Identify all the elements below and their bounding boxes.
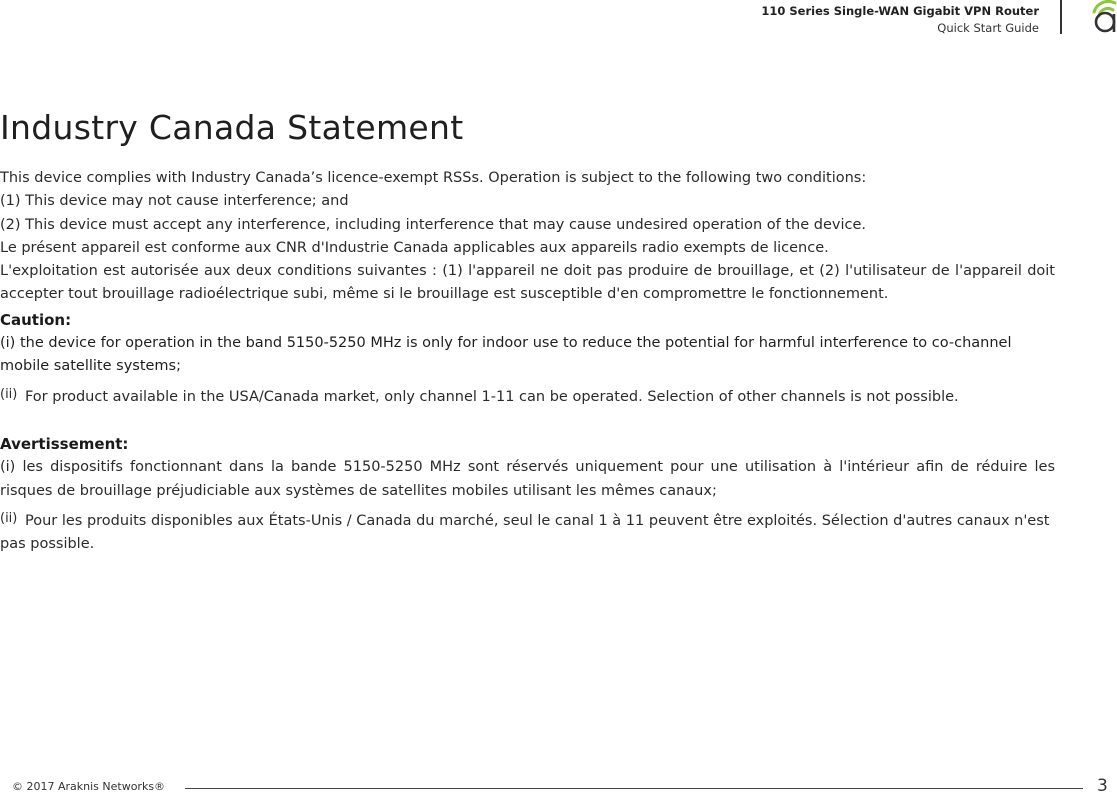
statement-french-1: Le présent appareil est conforme aux CNR d'Industrie Canada applicables aux appareils radio exempts de licence. [0, 239, 829, 256]
page-number: 3 [1097, 776, 1108, 796]
caution-title: Caution: [0, 310, 72, 329]
avertissement-item-2-number: (ii) [0, 510, 18, 526]
caution-item-1-text: the device for operation in the band 5150-5250 MHz is only for indoor use to reduce the potential for harmful interference to co-channel mobile satellite systems; [0, 335, 1012, 375]
avertissement-item-2-text: Pour les produits disponibles aux États-Unis / Canada du marché, seul le canal 1 à 11 peuvent être exploités. Sélection d'autres canaux n'est pas possible. [0, 512, 1050, 553]
avertissement-item-2 [0, 507, 1055, 557]
page-title: Industry Canada Statement [0, 108, 464, 147]
avertissement-title: Avertissement: [0, 434, 129, 453]
caution-item-2 [0, 383, 1055, 409]
header-product-name: 110 Series Single-WAN Gigabit VPN Router [761, 4, 1039, 18]
avertissement-item-1-number: (i) [0, 459, 16, 476]
statement-intro: This device complies with Industry Canada’s licence-exempt RSSs. Operation is subject to the following two conditions: [0, 170, 867, 186]
caution-item-2-text: For product available in the USA/Canada market, only channel 1-11 can be operated. Selection of other channels is not possible. [24, 388, 959, 405]
footer-copyright: © 2017 Araknis Networks® [12, 780, 166, 793]
document-header [761, 0, 1039, 37]
footer-divider [185, 788, 1083, 789]
statement-condition-2: (2) This device must accept any interference, including interference that may cause undesired operation of the device. [0, 216, 866, 233]
caution-item-1 [0, 332, 1055, 379]
araknis-logo-icon [1082, 0, 1117, 34]
statement-content [0, 167, 1055, 556]
avertissement-item-1 [0, 456, 1055, 503]
caution-item-1-number: (i) [0, 335, 16, 352]
header-guide-name: Quick Start Guide [937, 21, 1039, 35]
statement-condition-1: (1) This device may not cause interference; and [0, 193, 349, 210]
caution-item-2-number: (ii) [0, 386, 18, 402]
statement-french-2: L'exploitation est autorisée aux deux conditions suivantes : (1) l'appareil ne doit pas produire de brouillage, et (2) l'utilisateur de l'appareil doit accepter tout brouillage radioélectrique subi, même si le brouillage est susceptible d'en compromettre le fonctionnement. [0, 263, 1055, 303]
header-divider [1060, 0, 1062, 34]
avertissement-item-1-text: les dispositifs fonctionnant dans la bande 5150-5250 MHz sont réservés uniquement pour une utilisation à l'intérieur afin de réduire les risques de brouillage préjudiciable aux systèmes de satellites mobiles utilisant les mêmes canaux; [0, 459, 1055, 499]
